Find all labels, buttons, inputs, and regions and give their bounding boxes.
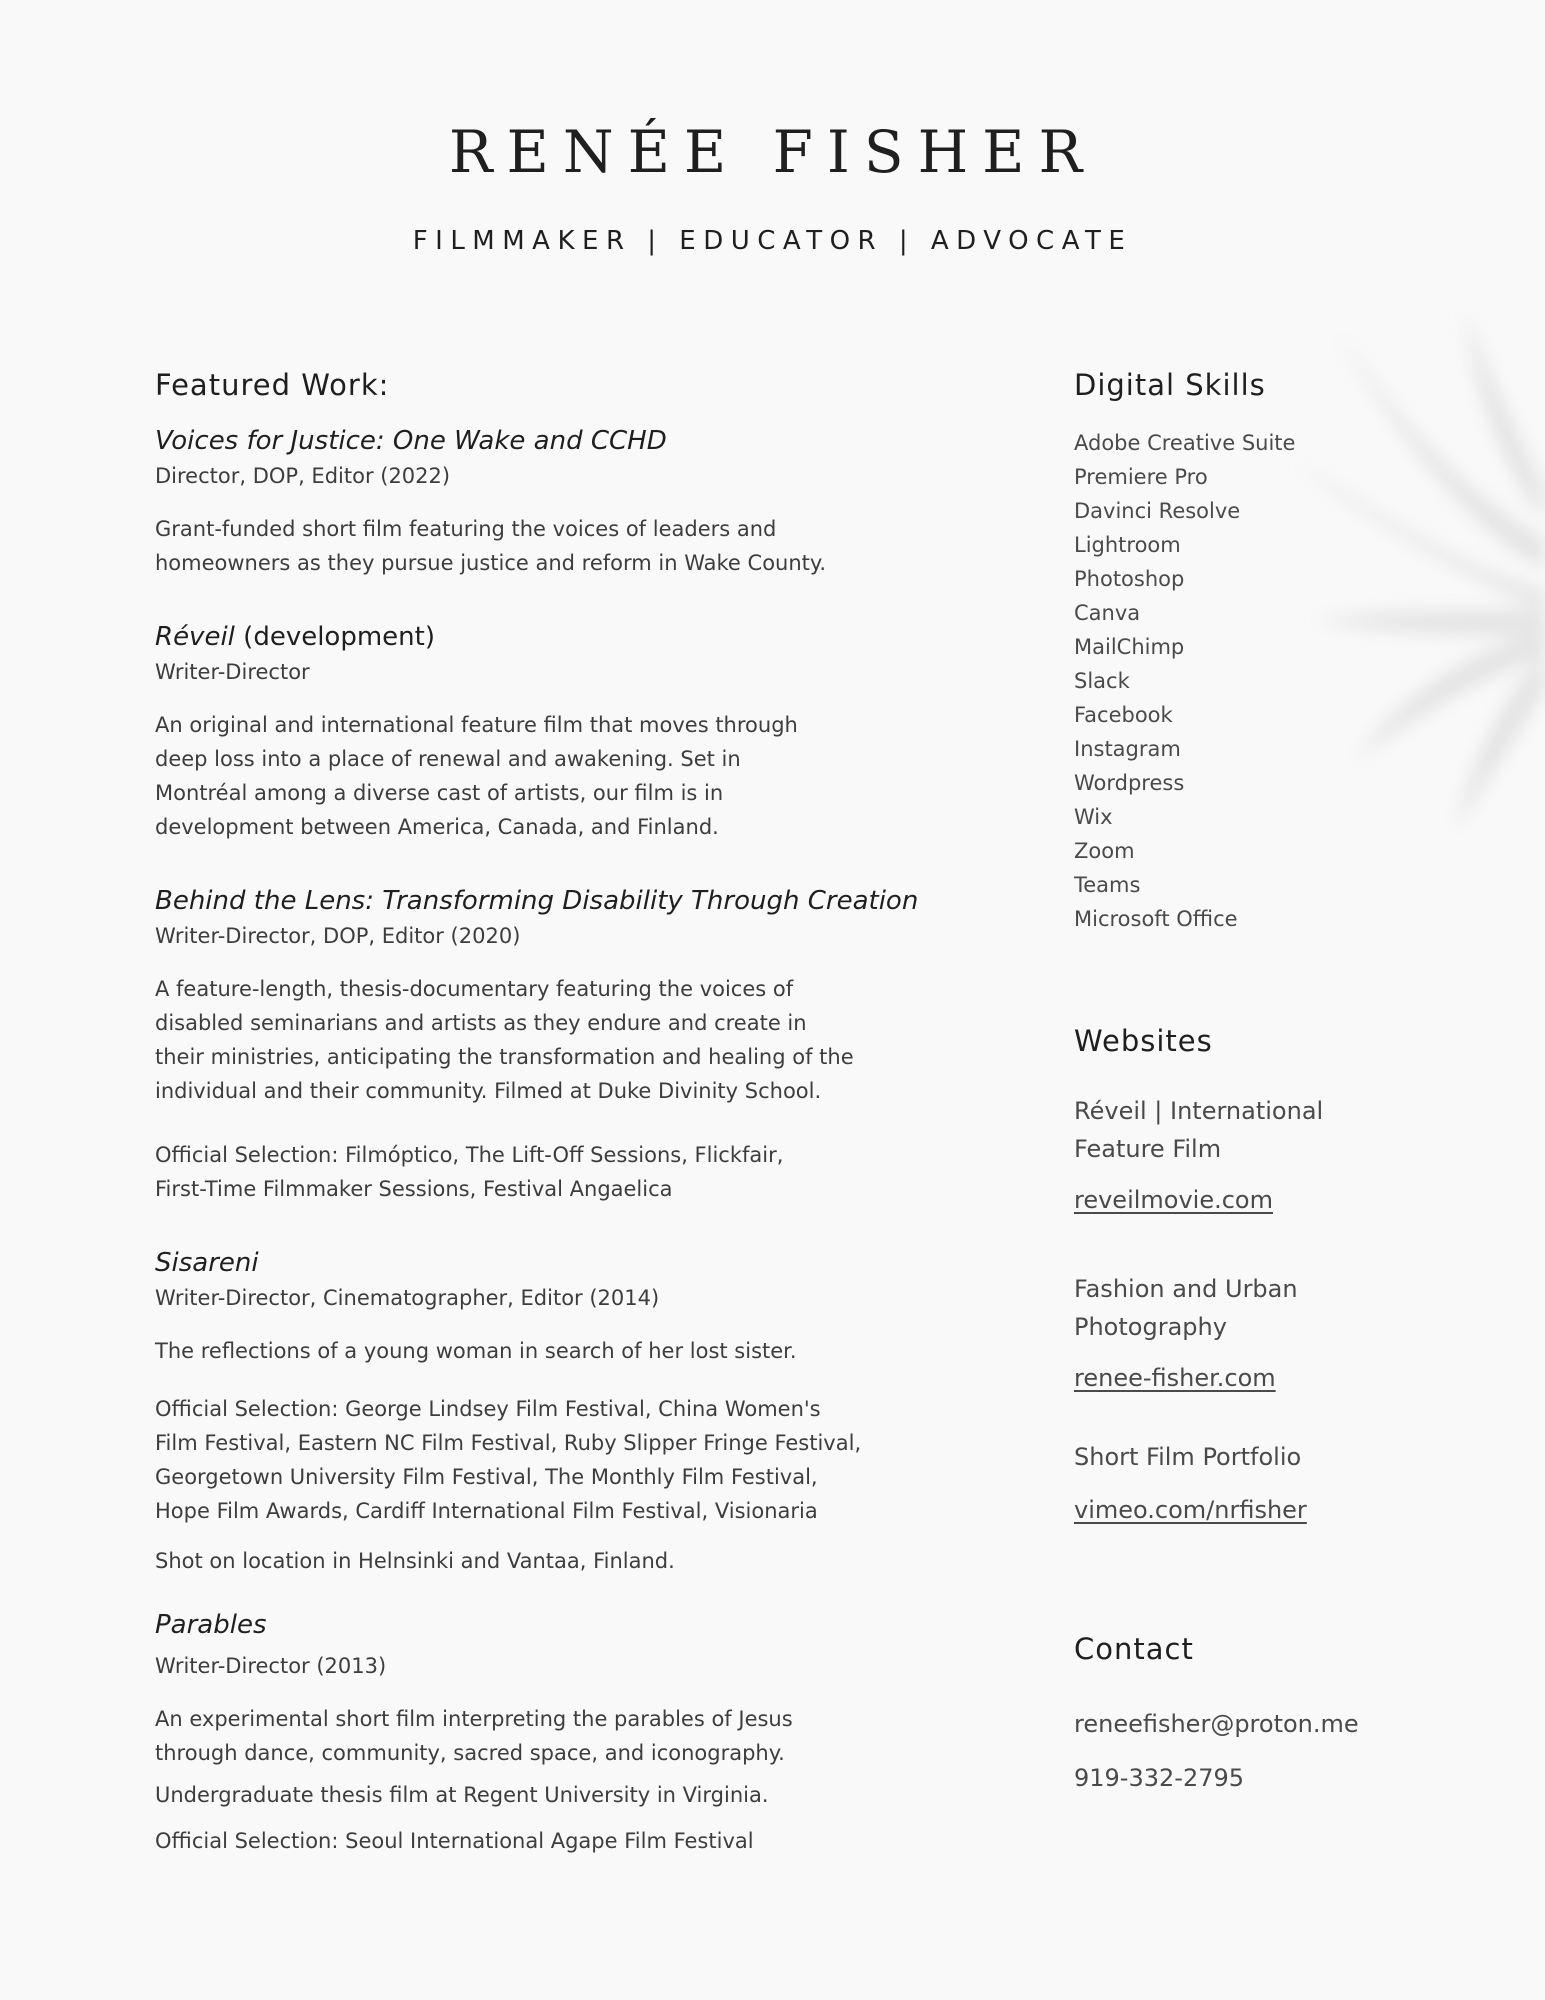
websites-heading: Websites (1074, 1024, 1213, 1058)
skill-item: MailChimp (1074, 635, 1185, 659)
work-official-selection: Official Selection: Filmóptico, The Lift-Off Sessions, Flickfair, First-Time Filmmaker Sessions, Festival Angaelica (155, 1143, 784, 1201)
skill-item: Instagram (1074, 737, 1181, 761)
website-name: Réveil | International Feature Film (1074, 1097, 1324, 1163)
skill-item: Facebook (1074, 703, 1173, 727)
digital-skills-heading: Digital Skills (1074, 368, 1266, 402)
featured-work-heading: Featured Work: (155, 368, 390, 402)
work-title: Sisareni (155, 1248, 259, 1278)
skill-item: Zoom (1074, 839, 1135, 863)
skill-item: Adobe Creative Suite (1074, 431, 1296, 455)
work-description: Grant-funded short film featuring the voices of leaders and homeowners as they pursue justice and reform in Wake County. (155, 517, 827, 575)
featured-work-section (155, 362, 919, 1858)
website-entry (1074, 1270, 1404, 1396)
contact-phone[interactable]: 919-332-2795 (1074, 1764, 1245, 1792)
skill-item: Wix (1074, 805, 1113, 829)
contact-email[interactable]: reneefisher@proton.me (1074, 1710, 1359, 1738)
website-entry (1074, 1438, 1404, 1528)
website-link-vimeo[interactable]: vimeo.com/nrfisher (1074, 1496, 1307, 1524)
work-description: A feature-length, thesis-documentary featuring the voices of disabled seminarians and artists as they endure and create in their ministries, anticipating the transformation and healing of the individual and their community. Filmed at Duke Divinity School. (155, 977, 854, 1103)
skill-item: Premiere Pro (1074, 465, 1208, 489)
work-note: Shot on location in Helnsinki and Vantaa, Finland. (155, 1549, 675, 1573)
skill-item: Wordpress (1074, 771, 1185, 795)
work-role: Writer-Director (2013) (155, 1654, 387, 1678)
website-link-reveilmovie[interactable]: reveilmovie.com (1074, 1186, 1273, 1214)
skills-list (1074, 426, 1404, 936)
website-name: Short Film Portfolio (1074, 1443, 1302, 1471)
work-note: Undergraduate thesis film at Regent University in Virginia. (155, 1783, 769, 1807)
work-title: Voices for Justice: One Wake and CCHD (155, 426, 667, 456)
work-description: An experimental short film interpreting the parables of Jesus through dance, community, sacred space, and iconography. (155, 1707, 793, 1765)
website-name: Fashion and Urban Photography (1074, 1275, 1298, 1341)
skill-item: Photoshop (1074, 567, 1185, 591)
work-role: Writer-Director, DOP, Editor (2020) (155, 924, 521, 948)
work-role: Writer-Director (155, 660, 310, 684)
work-title: Parables (155, 1610, 267, 1640)
work-official-selection: Official Selection: Seoul International Agape Film Festival (155, 1829, 754, 1853)
work-entry (155, 422, 915, 580)
resume-name: RENÉE FISHER (448, 118, 1097, 186)
work-role: Director, DOP, Editor (2022) (155, 464, 451, 488)
work-entry (155, 1606, 915, 1858)
work-title: Behind the Lens: Transforming Disability Through Creation (155, 886, 919, 916)
skill-item: Slack (1074, 669, 1130, 693)
work-description: An original and international feature film that moves through deep loss into a place of renewal and awakening. Set in Montréal among a diverse cast of artists, our film is in development between America, Canada, and Finland. (155, 713, 798, 839)
contact-heading: Contact (1074, 1632, 1194, 1666)
website-entry (1074, 1092, 1404, 1218)
work-official-selection: Official Selection: George Lindsey Film Festival, China Women's Film Festival, Eastern NC Film Festival, Ruby Slipper Fringe Festival, Georgetown University Film Festival, The Monthly Film Festival, Hope Film Awards, Cardiff International Film Festival, Visionaria (155, 1397, 862, 1523)
skill-item: Davinci Resolve (1074, 499, 1241, 523)
work-title: Réveil (development) (155, 622, 435, 652)
work-entry (155, 1244, 915, 1578)
work-description: The reflections of a young woman in search of her lost sister. (155, 1339, 797, 1363)
skill-item: Teams (1074, 873, 1141, 897)
resume-tagline: FILMMAKER | EDUCATOR | ADVOCATE (412, 226, 1133, 256)
work-role: Writer-Director, Cinematographer, Editor (2014) (155, 1286, 660, 1310)
skill-item: Lightroom (1074, 533, 1181, 557)
work-entry (155, 882, 919, 1206)
skill-item: Microsoft Office (1074, 907, 1238, 931)
skill-item: Canva (1074, 601, 1141, 625)
website-link-renee-fisher[interactable]: renee-fisher.com (1074, 1364, 1276, 1392)
work-entry (155, 618, 915, 844)
sidebar (1074, 362, 1404, 1796)
